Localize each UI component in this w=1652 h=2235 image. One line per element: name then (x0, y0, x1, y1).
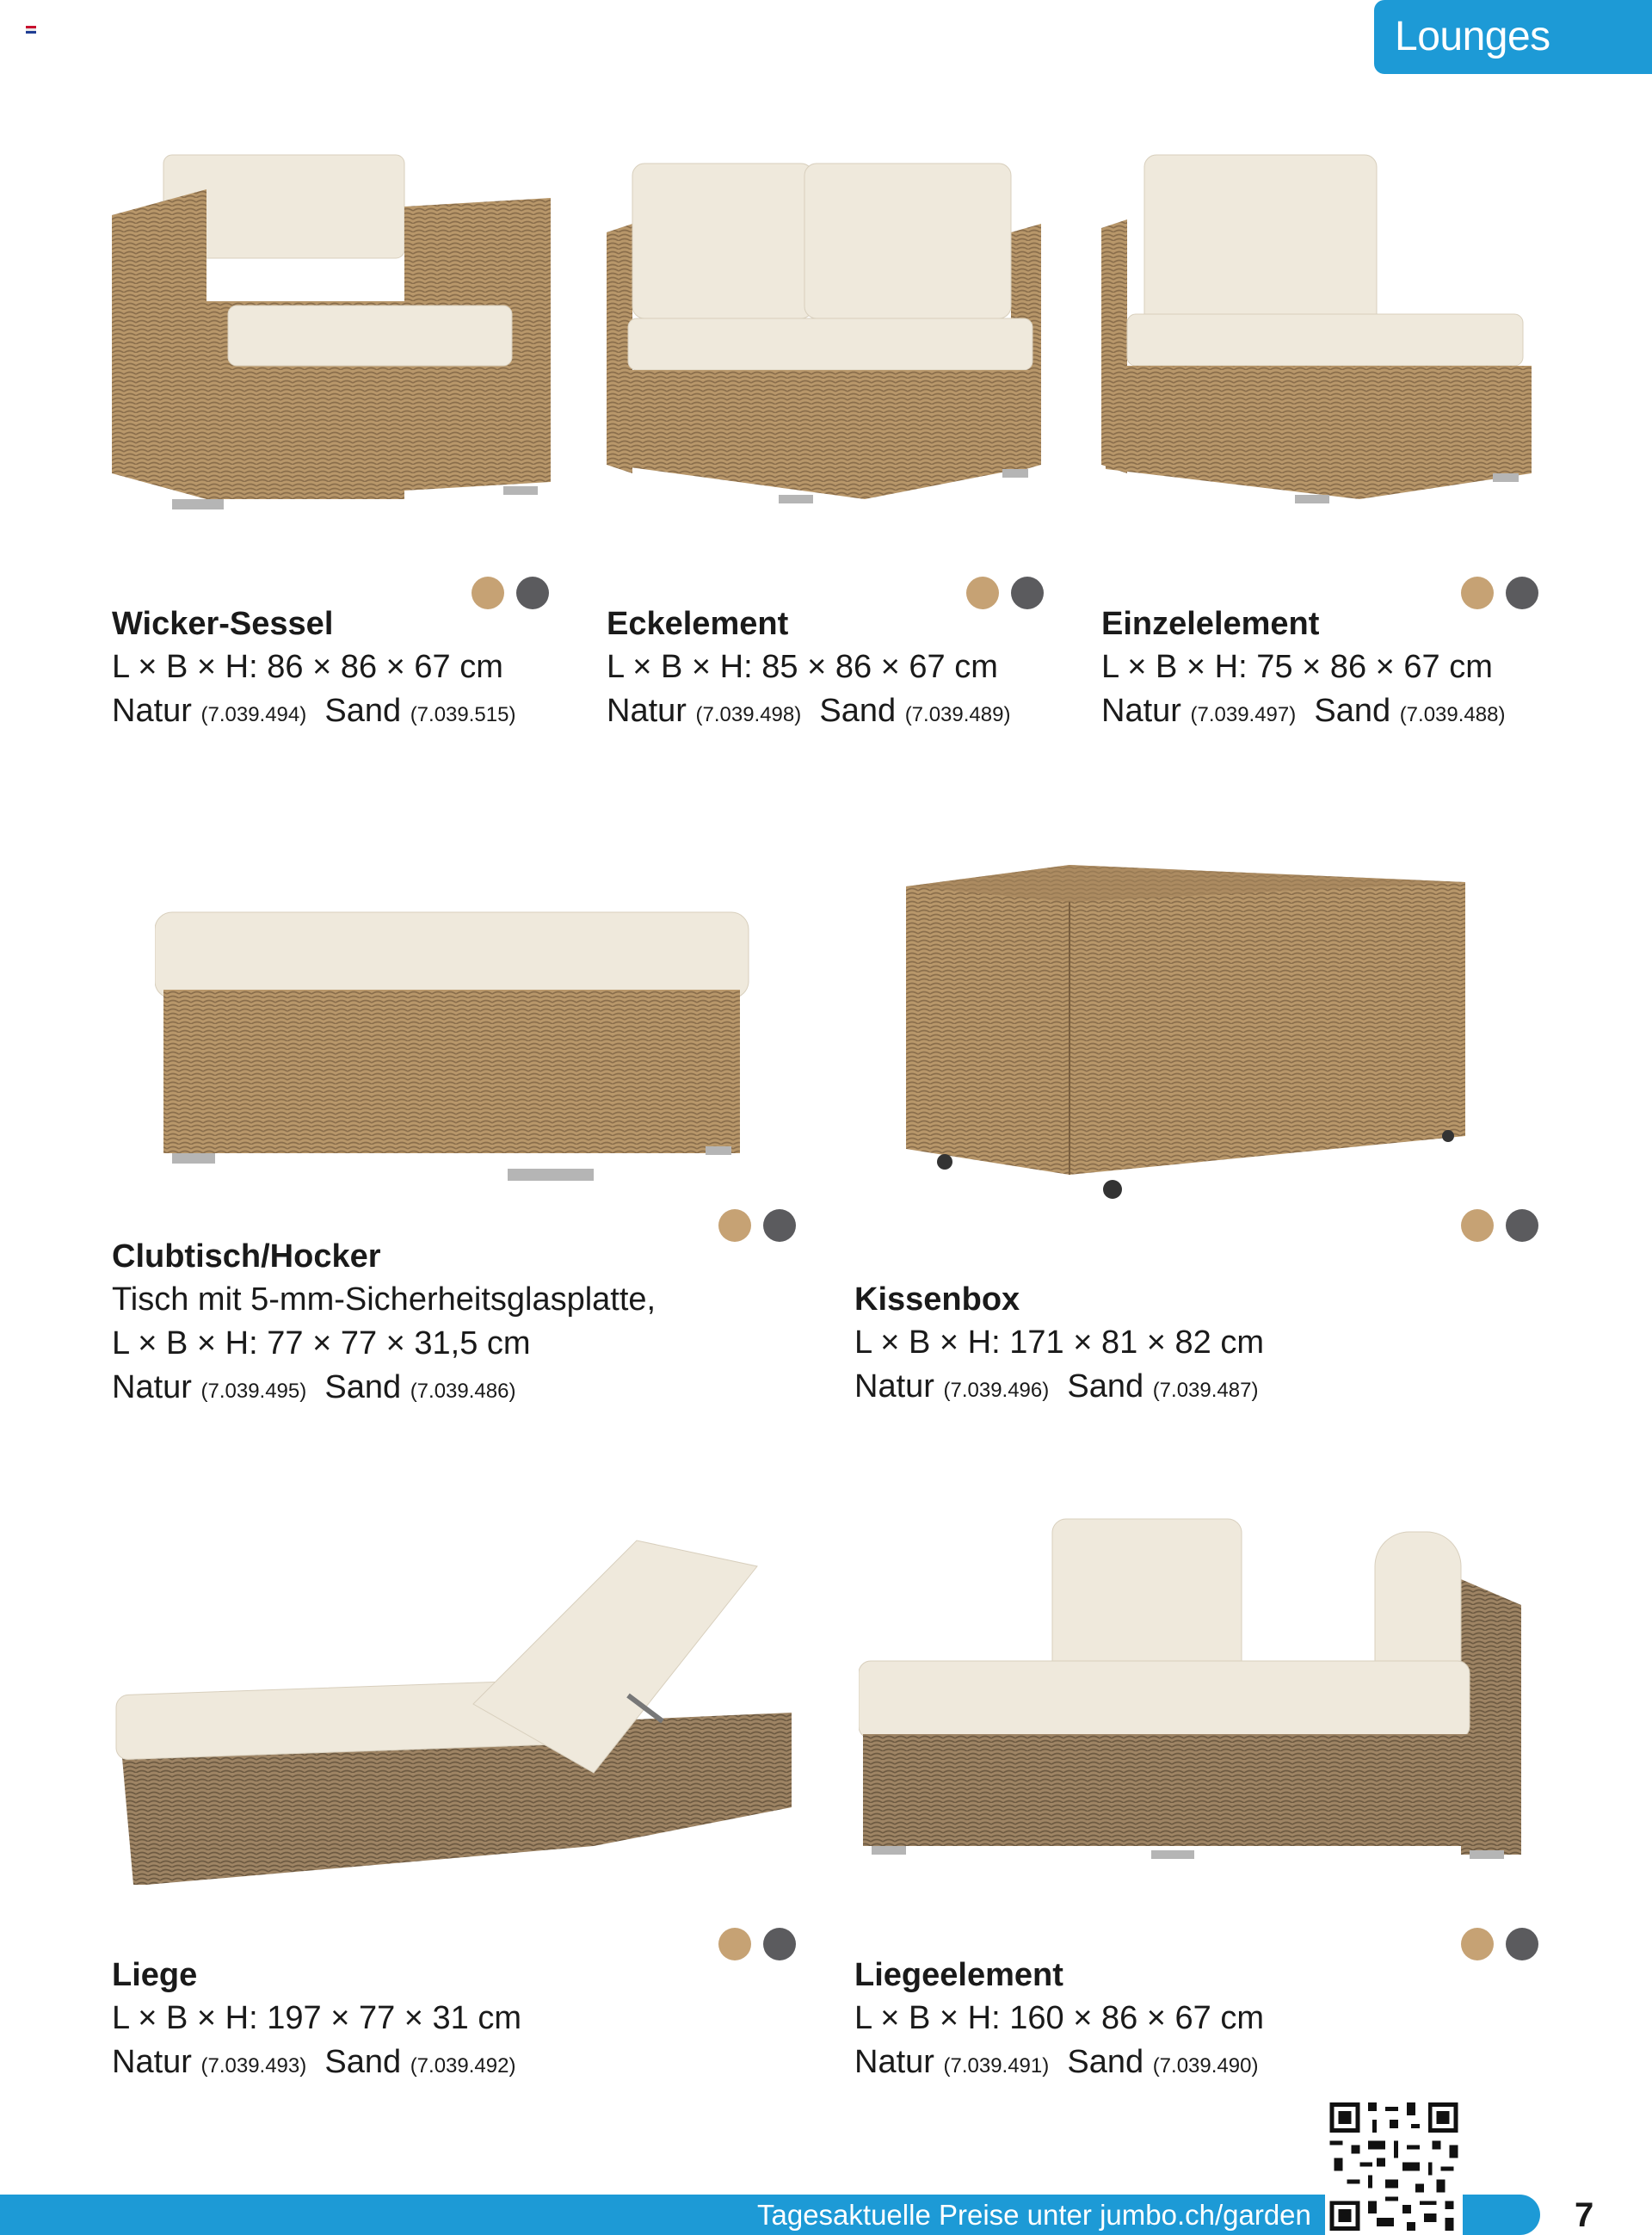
product-name: Wicker-Sessel (112, 606, 334, 642)
product-dimensions: L × B × H: 77 × 77 × 31,5 cm (112, 1325, 531, 1361)
swatch-sand[interactable] (516, 577, 549, 609)
corner-element-image (607, 146, 1054, 525)
club-table-stool-image (155, 895, 757, 1205)
cushion-box-image (906, 861, 1465, 1205)
page-number: 7 (1575, 2196, 1594, 2234)
product-dimensions: L × B × H: 85 × 86 × 67 cm (607, 649, 998, 685)
product-dimensions: L × B × H: 86 × 86 × 67 cm (112, 649, 503, 685)
product-dimensions: L × B × H: 160 × 86 × 67 cm (854, 2000, 1265, 2036)
swatch-natur[interactable] (718, 1928, 751, 1960)
color-swatches (1461, 1928, 1538, 1960)
product-dimensions: L × B × H: 171 × 81 × 82 cm (854, 1324, 1265, 1361)
product-name: Eckelement (607, 606, 789, 642)
color-swatches (1461, 1209, 1538, 1242)
swatch-natur[interactable] (1461, 1209, 1494, 1242)
product-variants: Natur (7.039.498) Sand (7.039.489) (607, 693, 1011, 729)
swatch-sand[interactable] (763, 1209, 796, 1242)
product-name: Einzelelement (1101, 606, 1320, 642)
product-name: Clubtisch/Hocker (112, 1238, 381, 1275)
product-description: Tisch mit 5-mm-Sicherheitsglasplatte, (112, 1281, 656, 1318)
product-variants: Natur (7.039.493) Sand (7.039.492) (112, 2044, 516, 2080)
swatch-natur[interactable] (1461, 1928, 1494, 1960)
swatch-sand[interactable] (763, 1928, 796, 1960)
sun-lounger-image (112, 1523, 800, 1893)
qr-code-icon[interactable] (1325, 2098, 1463, 2235)
product-variants: Natur (7.039.496) Sand (7.039.487) (854, 1368, 1259, 1405)
product-dimensions: L × B × H: 197 × 77 × 31 cm (112, 2000, 522, 2036)
product-name: Kissenbox (854, 1281, 1020, 1318)
product-name: Liegeelement (854, 1957, 1063, 1993)
footer-link-text[interactable]: Tagesaktuelle Preise unter jumbo.ch/garden (757, 2199, 1311, 2231)
color-swatches (718, 1209, 796, 1242)
product-variants: Natur (7.039.495) Sand (7.039.486) (112, 1369, 516, 1405)
swatch-sand[interactable] (1506, 1928, 1538, 1960)
product-dimensions: L × B × H: 75 × 86 × 67 cm (1101, 649, 1493, 685)
swiss-flag-icon (26, 26, 36, 34)
swatch-sand[interactable] (1506, 1209, 1538, 1242)
chaise-element-image (859, 1510, 1530, 1872)
wicker-armchair-image (112, 146, 559, 525)
product-variants: Natur (7.039.494) Sand (7.039.515) (112, 693, 516, 729)
color-swatches (718, 1928, 796, 1960)
section-title: Lounges (1374, 0, 1652, 74)
swatch-sand[interactable] (1011, 577, 1044, 609)
product-name: Liege (112, 1957, 198, 1993)
product-variants: Natur (7.039.491) Sand (7.039.490) (854, 2044, 1259, 2080)
single-element-image (1101, 146, 1549, 525)
product-variants: Natur (7.039.497) Sand (7.039.488) (1101, 693, 1506, 729)
swatch-natur[interactable] (718, 1209, 751, 1242)
swatch-sand[interactable] (1506, 577, 1538, 609)
